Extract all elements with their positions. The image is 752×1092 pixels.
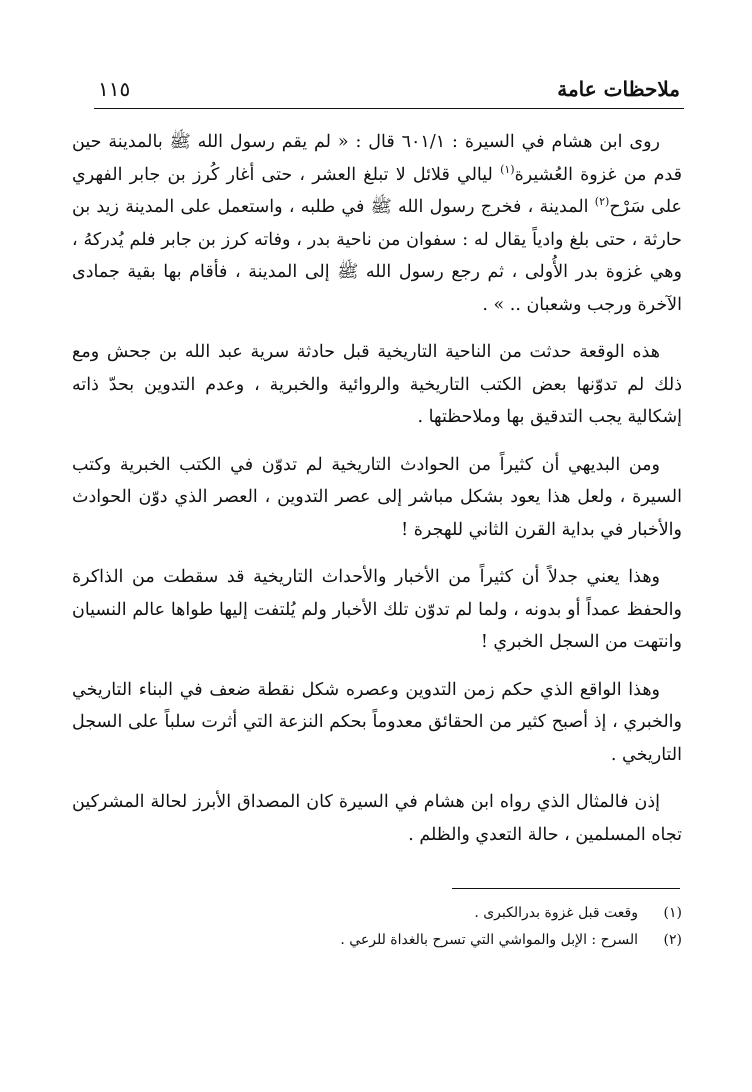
running-title: ملاحظات عامة <box>557 77 680 101</box>
footnote-rule <box>452 888 680 889</box>
footnote-ref-2: (٢) <box>594 195 610 209</box>
page-header <box>98 76 680 104</box>
paragraph-4: وهذا يعني جدلاً أن كثيراً من الأخبار والأحداث التاريخية قد سقطت من الذاكرة والحفظ عمداً أو بدونه ، ولما لم تدوّن تلك الأخبار ولم يُلتفت إليها طواها عالم النسيان وانتهت من السجل الخبري ! <box>72 567 682 652</box>
footnotes <box>150 900 682 954</box>
footnote-1 <box>150 900 682 927</box>
page-number: ١١٥ <box>98 77 131 101</box>
footnote-number: (١) <box>663 905 682 921</box>
paragraph-1-part-2: ليالي قلائل لا تبلغ العشر ، حتى أغار كُرز بن جابر الفهري على سَرْح <box>72 164 682 217</box>
paragraph-1 <box>72 126 682 321</box>
paragraph-6: إذن فالمثال الذي رواه ابن هشام في السيرة كان المصداق الأبرز لحالة المشركين تجاه المسلمين ، حالة التعدي والظلم . <box>72 792 682 845</box>
paragraph-1-part-1: روى ابن هشام في السيرة : ٦٠١/١ قال : « لم يقم رسول الله ﷺ بالمدينة حين قدم من غزوة العُشيرة <box>72 132 682 185</box>
footnote-text: وقعت قبل غزوة بدرالكبرى . <box>474 905 638 921</box>
paragraph-2: هذه الوقعة حدثت من الناحية التاريخية قبل حادثة سرية عبد الله بن جحش ومع ذلك لم تدوّنها بعض الكتب التاريخية والروائية والخبرية ، وعدم التدوين بحدّ ذاته إشكالية يجب التدقيق بها وملاحظتها . <box>72 342 682 427</box>
paragraph-1-part-3: المدينة ، فخرج رسول الله ﷺ في طلبه ، واستعمل على المدينة زيد بن حارثة ، حتى بلغ وادياً يقال له : سفوان من ناحية بدر ، وفاته كرز بن جابر فلم يُدركهُ ، وهي غزوة بدر الأُولى ، ثم رجع رسول الله ﷺ إلى المدينة ، فأقام بها بقية جمادى الآخرة ورجب وشعبان .. » . <box>72 197 682 315</box>
body-text <box>72 126 682 866</box>
header-rule <box>94 108 684 109</box>
footnote-number: (٢) <box>663 932 682 948</box>
footnote-2 <box>150 927 682 954</box>
paragraph-3: ومن البديهي أن كثيراً من الحوادث التاريخية لم تدوّن في الكتب الخبرية وكتب السيرة ، ولعل هذا يعود بشكل مباشر إلى عصر التدوين ، العصر الذي دوّن الحوادث والأخبار في بداية القرن الثاني للهجرة ! <box>72 454 682 540</box>
footnote-ref-1: (١) <box>500 162 515 176</box>
footnote-text: السرح : الإبل والمواشي التي تسرح بالغداة للرعي . <box>340 932 638 948</box>
paragraph-5: وهذا الواقع الذي حكم زمن التدوين وعصره شكل نقطة ضعف في البناء التاريخي والخبري ، إذ أصبح كثير من الحقائق معدوماً بحكم النزعة التي أثرت سلباً على السجل التاريخي . <box>72 679 682 765</box>
